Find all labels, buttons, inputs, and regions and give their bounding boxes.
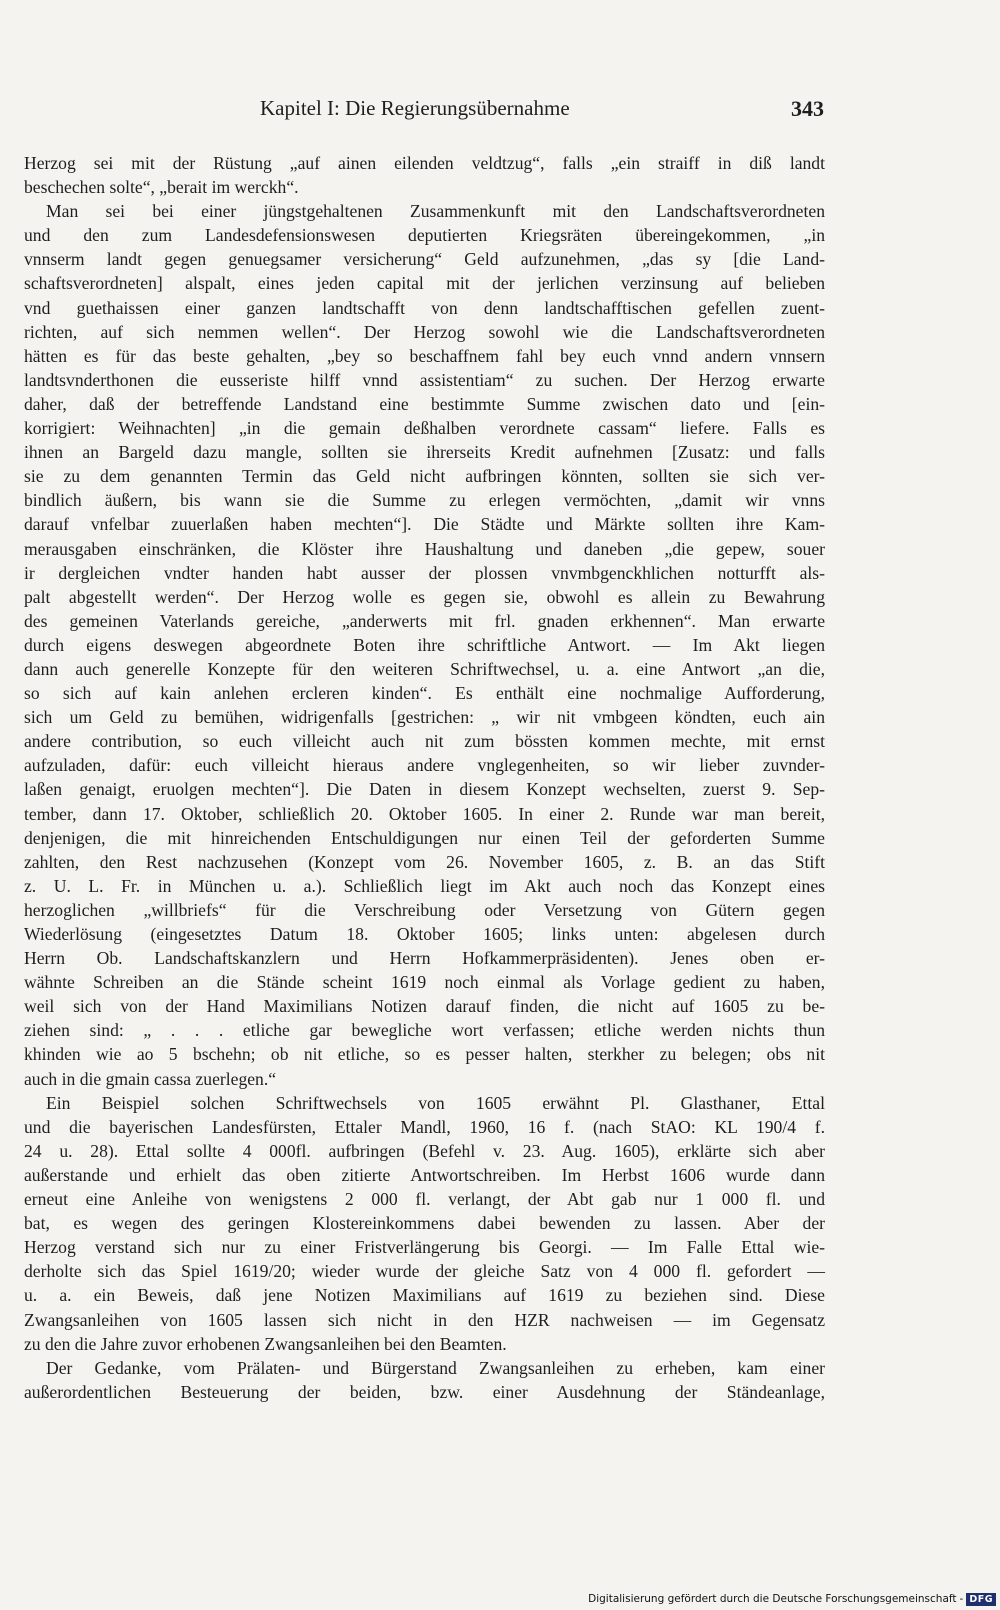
text-line: palt abgestellt werden“. Der Herzog wolle es gegen sie, obwohl es allein zu Bewahrung xyxy=(24,586,825,607)
text-line: tember, dann 17. Oktober, schließlich 20. Oktober 1605. In einer 2. Runde war man bereit, xyxy=(24,803,825,824)
text-line: schaftsverordneten] alspalt, eines jeden capital mit der jerlichen verzinsung auf belieben xyxy=(24,273,825,294)
text-line: landtsvnderthonen die eusseriste hilff vnnd assistentiam“ zu suchen. Der Herzog erwarte xyxy=(24,369,825,390)
digitization-credit xyxy=(588,1590,996,1608)
text-line: beschechen solte“, „berait im werckh“. xyxy=(24,177,299,198)
text-line: aufzuladen, dafür: euch villeicht hieraus andere vnglegenheiten, so wir lieber zuvnder- xyxy=(24,755,825,776)
text-line: so sich auf kain anlehen ercleren kinden“. Es enthält eine nochmalige Aufforderung, xyxy=(24,683,825,704)
text-line: zu den die Jahre zuvor erhobenen Zwangsanleihen bei den Beamten. xyxy=(24,1333,507,1354)
text-line: und den zum Landesdefensionswesen deputierten Kriegsräten übereingekommen, „in xyxy=(24,225,825,246)
credit-text: Digitalisierung gefördert durch die Deutsche Forschungsgemeinschaft xyxy=(588,1593,957,1605)
text-line: richten, auf sich nemmen wellen“. Der Herzog sowohl wie die Landschaftsverordneten xyxy=(24,321,825,342)
text-line: erneut eine Anleihe von wenigstens 2 000 fl. verlangt, der Abt gab nur 1 000 fl. und xyxy=(24,1189,825,1210)
text-line: andere contribution, so euch villeicht auch nit zum bössten kommen mechte, mit ernst xyxy=(24,731,825,752)
text-line: Wiederlösung (eingesetztes Datum 18. Oktober 1605; links unten: abgelesen durch xyxy=(24,924,825,944)
text-line: derholte sich das Spiel 1619/20; wieder wurde der gleiche Satz von 4 000 fl. gefordert — xyxy=(24,1261,825,1282)
dfg-logo: DFG xyxy=(966,1593,996,1606)
text-line: und die bayerischen Landesfürsten, Ettaler Mandl, 1960, 16 f. (nach StAO: KL 190/4 f. xyxy=(24,1116,825,1137)
text-line: sich um Geld zu bemühen, widrigenfalls [gestrichen: „ wir nit vmbgeen köndten, euch ain xyxy=(24,707,825,728)
text-line: khinden wie ao 5 bschehn; ob nit etliche, so es pesser halten, sterkher zu belegen; obs nit xyxy=(24,1044,825,1065)
text-line: daher, daß der betreffende Landstand eine bestimmte Summe zwischen dato und [ein- xyxy=(24,393,825,414)
paragraph-start-line: Man sei bei einer jüngstgehaltenen Zusammenkunft mit den Landschaftsverordneten xyxy=(46,201,825,222)
text-line: herzoglichen „willbriefs“ für die Verschreibung oder Versetzung von Gütern gegen xyxy=(24,899,825,920)
text-line: 24 u. 28). Ettal sollte 4 000fl. aufbringen (Befehl v. 23. Aug. 1605), erklärte sich aber xyxy=(24,1140,825,1161)
text-line: weil sich von der Hand Maximilians Notizen darauf finden, die nicht auf 1605 zu be- xyxy=(24,996,825,1017)
text-line: Herzog sei mit der Rüstung „auf ainen eilenden veldtzug“, falls „ein straiff in diß landt xyxy=(24,153,825,173)
text-line: ziehen sind: „ . . . etliche gar bewegliche wort verfassen; etliche werden nichts thun xyxy=(24,1020,825,1041)
text-line: durch eigens deswegen abgeordnete Boten ihre schriftliche Antwort. — Im Akt liegen xyxy=(24,634,825,655)
text-line: Herrn Ob. Landschaftskanzlern und Herrn Hofkammerpräsidenten). Jenes oben er- xyxy=(24,948,825,969)
text-line: auch in die gmain cassa zuerlegen.“ xyxy=(24,1068,277,1089)
text-line: darauf vnfelbar zuuerlaßen haben mechten“]. Die Städte und Märkte sollten ihre Kam- xyxy=(24,514,825,535)
text-line: dann auch generelle Konzepte für den weiteren Schriftwechsel, u. a. eine Antwort „an die, xyxy=(24,658,825,679)
text-line: wähnte Schreiben an die Stände scheint 1619 noch einmal als Vorlage gedient zu haben, xyxy=(24,972,825,993)
text-line: hätten es für das beste gehalten, „bey so beschaffnem fahl bey euch vnnd andern vnnsern xyxy=(24,345,825,366)
text-line: denjenigen, die mit hinreichenden Entschuldigungen nur einen Teil der geforderten Summe xyxy=(24,827,825,848)
text-line: Zwangsanleihen von 1605 lassen sich nicht in den HZR nachweisen — im Gegensatz xyxy=(24,1309,825,1330)
text-line: laßen genaigt, eruolgen mechten“]. Die Daten in diesem Konzept wechselten, zuerst 9. Sep- xyxy=(24,779,825,800)
text-line: merausgaben einschränken, die Klöster ihre Haushaltung und daneben „die gepew, souer xyxy=(24,538,825,559)
paragraph-start-line: Ein Beispiel solchen Schriftwechsels von 1605 erwähnt Pl. Glasthaner, Ettal xyxy=(46,1092,825,1113)
text-line: des gemeinen Vaterlands gereiche, „anderwerts mit frl. gnaden erkhennen“. Man erwarte xyxy=(24,610,825,631)
text-line: ihnen an Bargeld dazu mangle, sollten sie ihrerseits Kredit aufnehmen [Zusatz: und falls xyxy=(24,442,825,463)
paragraph-start-line: Der Gedanke, vom Prälaten- und Bürgerstand Zwangsanleihen zu erheben, kam einer xyxy=(46,1357,825,1378)
text-line: z. U. L. Fr. in München u. a.). Schließlich liegt im Akt auch noch das Konzept eines xyxy=(24,875,825,896)
body-text xyxy=(24,151,825,1404)
text-line: sie zu dem genannten Termin das Geld nicht aufbringen könnten, sollten sie sich ver- xyxy=(24,466,825,487)
page-number: 343 xyxy=(791,96,824,121)
text-line: bat, es wegen des geringen Klostereinkommens dabei bewenden zu lassen. Aber der xyxy=(24,1213,825,1234)
text-line: zahlten, den Rest nachzusehen (Konzept vom 26. November 1605, z. B. an das Stift xyxy=(24,851,825,872)
text-line: außerstande und erhielt das oben zitierte Antwortschreiben. Im Herbst 1606 wurde dann xyxy=(24,1164,825,1185)
text-line: bindlich äußern, bis wann sie die Summe zu erlegen vermöchten, „damit wir vnns xyxy=(24,490,825,511)
text-line: außerordentlichen Besteuerung der beiden, bzw. einer Ausdehnung der Ständeanlage, xyxy=(24,1381,825,1402)
text-line: Herzog verstand sich nur zu einer Fristverlängerung bis Georgi. — Im Falle Ettal wie- xyxy=(24,1237,825,1258)
running-head-title: Kapitel I: Die Regierungsübernahme xyxy=(260,96,570,120)
credit-separator: - xyxy=(959,1593,964,1605)
text-line: vnd guethaissen einer ganzen landtschafft von denn landtschafftischen gefellen zuent- xyxy=(24,297,825,318)
text-line: ir dergleichen vndter handen habt ausser der plossen vnvmbgenckhlichen notturfft als- xyxy=(24,562,825,583)
page-header xyxy=(24,96,824,126)
text-line: vnnserm landt gegen genuegsamer versicherung“ Geld aufzunehmen, „das sy [die Land- xyxy=(24,249,825,270)
text-line: u. a. ein Beweis, daß jene Notizen Maximilians auf 1619 zu beziehen sind. Diese xyxy=(24,1285,825,1306)
text-line: korrigiert: Weihnachten] „in die gemain deßhalben verordnete cassam“ liefere. Falls es xyxy=(24,418,825,439)
